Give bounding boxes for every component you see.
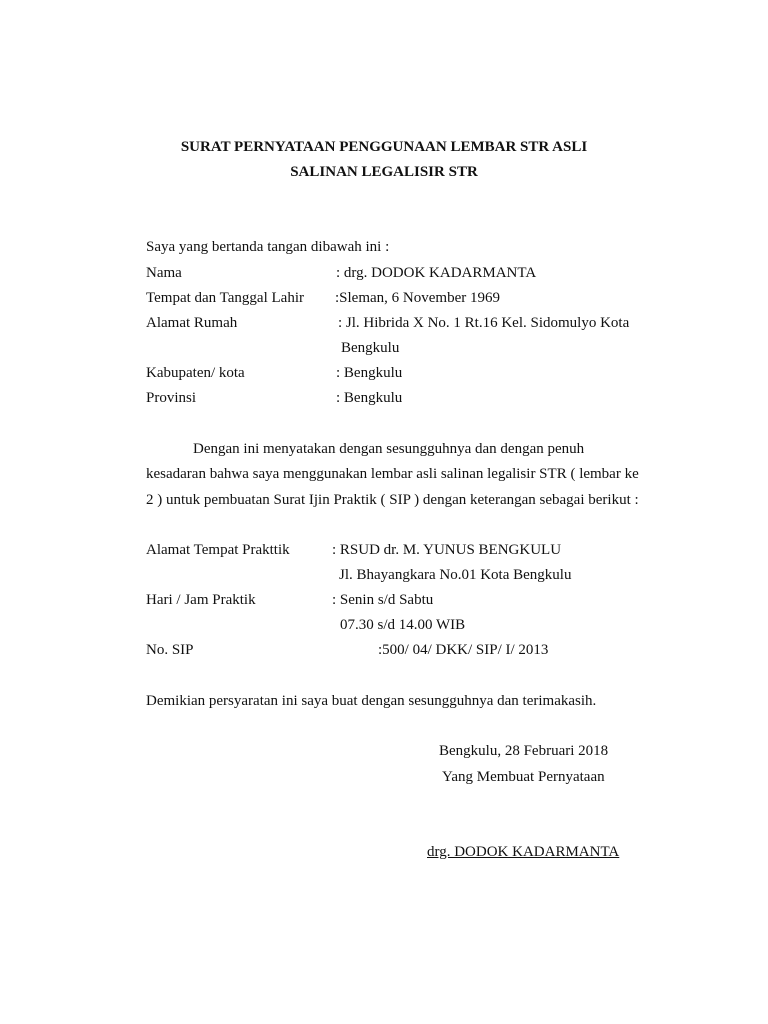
kabupaten-value: : Bengkulu <box>336 365 403 381</box>
document-title-line-2: SALINAN LEGALISIR STR <box>290 164 478 180</box>
statement-line-1: Dengan ini menyatakan dengan sesungguhnya dan dengan penuh <box>193 441 585 457</box>
provinsi-value: : Bengkulu <box>336 390 403 406</box>
alamat-value-line-1: : Jl. Hibrida X No. 1 Rt.16 Kel. Sidomulyo Kota <box>338 315 630 331</box>
jam-praktik-value-line-2: 07.30 s/d 14.00 WIB <box>340 617 466 633</box>
tempat-praktik-label: Alamat Tempat Prakttik <box>146 542 290 558</box>
intro-text: Saya yang bertanda tangan dibawah ini : <box>146 239 390 255</box>
signature-name: drg. DODOK KADARMANTA <box>427 844 620 860</box>
signature-place-date: Bengkulu, 28 Februari 2018 <box>439 743 609 759</box>
ttl-label: Tempat dan Tanggal Lahir <box>146 290 304 306</box>
jam-praktik-value-line-1: : Senin s/d Sabtu <box>332 592 434 608</box>
jam-praktik-label: Hari / Jam Praktik <box>146 592 256 608</box>
nama-label: Nama <box>146 265 182 281</box>
statement-line-2: kesadaran bahwa saya menggunakan lembar asli salinan legalisir STR ( lembar ke <box>146 466 639 482</box>
sip-value: :500/ 04/ DKK/ SIP/ I/ 2013 <box>378 642 549 658</box>
closing-text: Demikian persyaratan ini saya buat dengan sesungguhnya dan terimakasih. <box>146 693 597 709</box>
signature-role: Yang Membuat Pernyataan <box>442 769 605 785</box>
document-title-line-1: SURAT PERNYATAAN PENGGUNAAN LEMBAR STR ASLI <box>180 139 588 155</box>
sip-label: No. SIP <box>146 642 194 658</box>
alamat-label: Alamat Rumah <box>146 315 238 331</box>
tempat-praktik-value-line-1: : RSUD dr. M. YUNUS BENGKULU <box>332 542 562 558</box>
kabupaten-label: Kabupaten/ kota <box>146 365 245 381</box>
nama-value: : drg. DODOK KADARMANTA <box>336 265 537 281</box>
alamat-value-line-2: Bengkulu <box>341 340 400 356</box>
tempat-praktik-value-line-2: Jl. Bhayangkara No.01 Kota Bengkulu <box>339 567 572 583</box>
provinsi-label: Provinsi <box>146 390 197 406</box>
ttl-value: :Sleman, 6 November 1969 <box>335 290 500 306</box>
statement-line-3: 2 ) untuk pembuatan Surat Ijin Praktik ( SIP ) dengan keterangan sebagai berikut : <box>146 492 639 508</box>
